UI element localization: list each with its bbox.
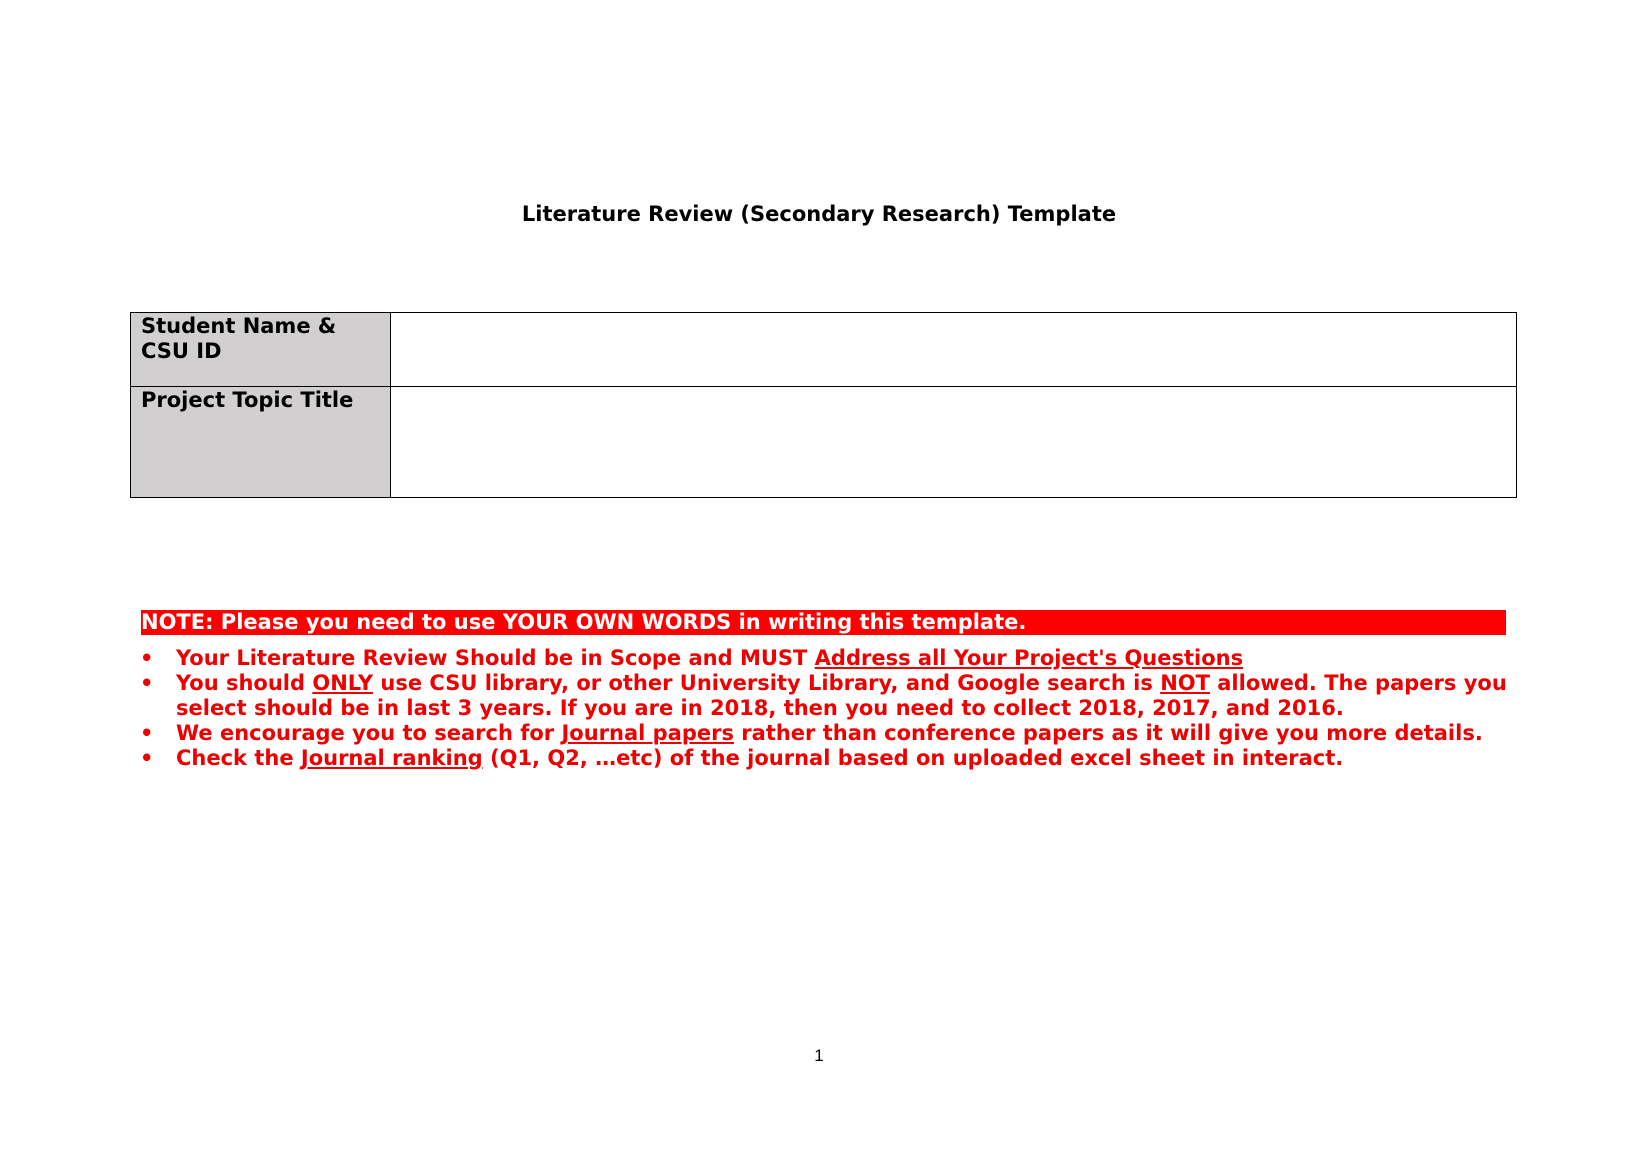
- item-underlined-text: ONLY: [312, 671, 374, 695]
- student-name-label: [131, 313, 391, 387]
- note-banner: NOTE: Please you need to use YOUR OWN WORDS in writing this template.: [141, 610, 1506, 635]
- item-text: rather than conference papers as it will give you more details.: [733, 721, 1483, 745]
- list-item: [136, 746, 1511, 771]
- student-info-table: [130, 312, 1517, 498]
- list-item: [136, 671, 1511, 721]
- item-text: Check the: [176, 746, 301, 770]
- student-name-label-line1: Student Name &: [141, 314, 337, 338]
- item-underlined-text: Address all Your Project's Questions: [814, 646, 1244, 670]
- bullet-icon: •: [140, 646, 154, 670]
- page-number: 1: [814, 1046, 824, 1065]
- item-text: We encourage you to search for: [176, 721, 562, 745]
- instructions-list: [136, 646, 1511, 771]
- project-topic-label: Project Topic Title: [131, 387, 391, 498]
- item-text: allowed. The papers you select should be in last 3 years. If you are in 2018, then you need to collect 2018, 2017, and 2016.: [176, 671, 1507, 720]
- item-underlined-text: Journal ranking: [300, 746, 483, 770]
- student-name-label-line2: CSU ID: [141, 339, 222, 363]
- item-text: (Q1, Q2, …etc) of the journal based on uploaded excel sheet in interact.: [482, 746, 1344, 770]
- table-row: [131, 387, 1517, 498]
- item-text: use CSU library, or other University Library, and Google search is: [373, 671, 1161, 695]
- bullet-icon: •: [140, 671, 154, 695]
- bullet-icon: •: [140, 721, 154, 745]
- item-underlined-text: NOT: [1160, 671, 1210, 695]
- list-item: [136, 646, 1511, 671]
- document-title: Literature Review (Secondary Research) Template: [521, 202, 1117, 226]
- item-text: You should: [176, 671, 313, 695]
- list-item: [136, 721, 1511, 746]
- item-text: Your Literature Review Should be in Scope and MUST: [176, 646, 815, 670]
- project-topic-field[interactable]: [391, 387, 1517, 498]
- bullet-icon: •: [140, 746, 154, 770]
- table-row: [131, 313, 1517, 387]
- item-underlined-text: Journal papers: [561, 721, 734, 745]
- student-name-field[interactable]: [391, 313, 1517, 387]
